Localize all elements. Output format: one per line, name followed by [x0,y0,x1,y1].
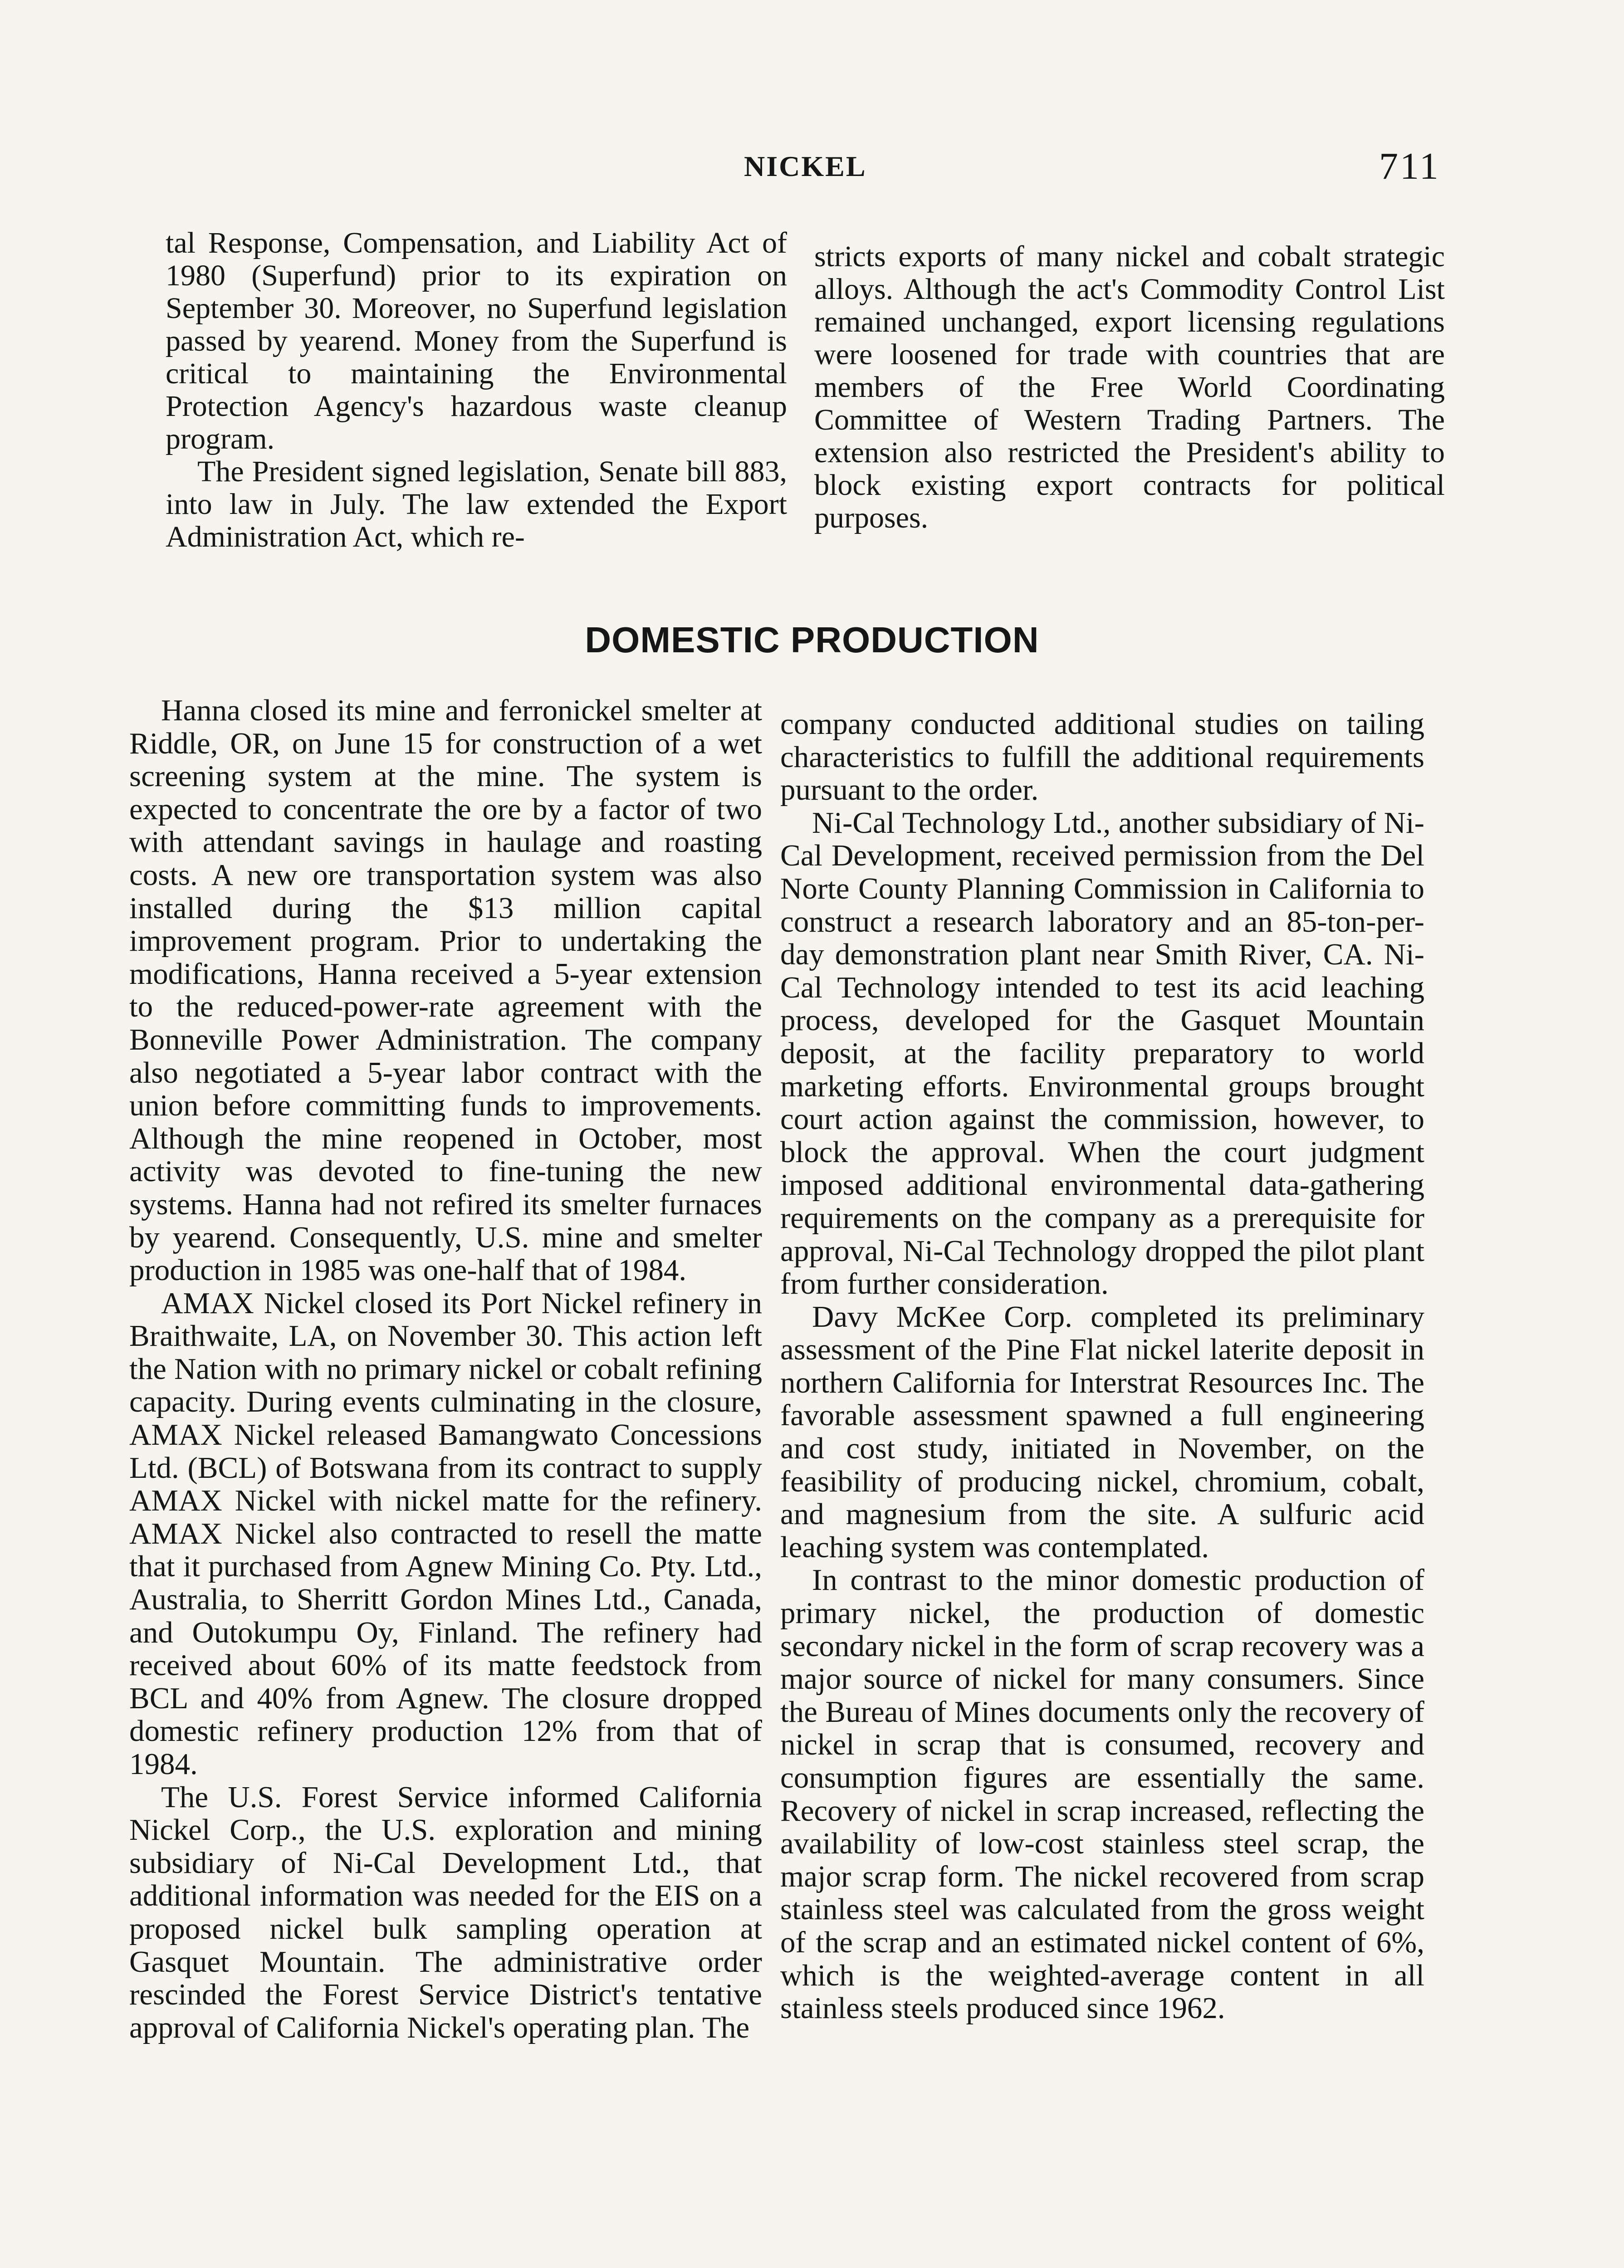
page-number: 711 [1379,145,1440,187]
paragraph: stricts exports of many nickel and cobalt strategic alloys. Although the act's Commodity Control List remained unchanged, export licensing regulations were loosened for trade with countries that are members of the Free World Coordinating Committee of Western Trading Partners. The extension also restricted the President's ability to block existing export contracts for political purposes. [814,240,1445,534]
paragraph: The President signed legislation, Senate bill 883, into law in July. The law extended the Export Administration Act, which re- [166,455,787,553]
paragraph: company conducted additional studies on tailing characteristics to fulfill the additional requirements pursuant to the order. [780,707,1424,807]
section-left-column [129,694,762,2044]
paragraph: Davy McKee Corp. completed its preliminary assessment of the Pine Flat nickel laterite deposit in northern California for Interstrat Resources Inc. The favorable assessment spawned a full engineering and cost study, initiated in November, on the feasibility of producing nickel, chromium, cobalt, and magnesium from the site. A sulfuric acid leaching system was contemplated. [780,1300,1424,1564]
paragraph: tal Response, Compensation, and Liability Act of 1980 (Superfund) prior to its expiration on September 30. Moreover, no Superfund legislation passed by yearend. Money from the Superfund is critical to maintaining the Environmental Protection Agency's hazardous waste cleanup program. [166,226,787,455]
paragraph: The U.S. Forest Service informed California Nickel Corp., the U.S. exploration and mining subsidiary of Ni-Cal Development Ltd., that additional information was needed for the EIS on a proposed nickel bulk sampling operation at Gasquet Mountain. The administrative order rescinded the Forest Service District's tentative approval of California Nickel's operating plan. The [129,1780,762,2044]
running-title: NICKEL [744,150,867,182]
paragraph: AMAX Nickel closed its Port Nickel refinery in Braithwaite, LA, on November 30. This action left the Nation with no primary nickel or cobalt refining capacity. During events culminating in the closure, AMAX Nickel released Bamangwato Concessions Ltd. (BCL) of Botswana from its contract to supply AMAX Nickel with nickel matte for the refinery. AMAX Nickel also contracted to resell the matte that it purchased from Agnew Mining Co. Pty. Ltd., Australia, to Sherritt Gordon Mines Ltd., Canada, and Outokumpu Oy, Finland. The refinery had received about 60% of its matte feedstock from BCL and 40% from Agnew. The closure dropped domestic refinery production 12% from that of 1984. [129,1286,762,1781]
section-right-column [780,708,1424,2025]
paragraph: Ni-Cal Technology Ltd., another subsidiary of Ni-Cal Development, received permission from the Del Norte County Planning Commission in California to construct a research laboratory and an 85-ton-per-day demonstration plant near Smith River, CA. Ni-Cal Technology intended to test its acid leaching process, developed for the Gasquet Mountain deposit, at the facility preparatory to world marketing efforts. Environmental groups brought court action against the commission, however, to block the approval. When the court judgment imposed additional environmental data-gathering requirements on the company as a prerequisite for approval, Ni-Cal Technology dropped the pilot plant from further consideration. [780,806,1424,1301]
paragraph: Hanna closed its mine and ferronickel smelter at Riddle, OR, on June 15 for construction of a wet screening system at the mine. The system is expected to concentrate the ore by a factor of two with attendant savings in haulage and roasting costs. A new ore transportation system was also installed during the $13 million capital improvement program. Prior to undertaking the modifications, Hanna received a 5-year extension to the reduced-power-rate agreement with the Bonneville Power Administration. The company also negotiated a 5-year labor contract with the union before committing funds to improvements. Although the mine reopened in October, most activity was devoted to fine-tuning the new systems. Hanna had not refired its smelter furnaces by yearend. Consequently, U.S. mine and smelter production in 1985 was one-half that of 1984. [129,694,762,1287]
top-left-column [166,227,787,553]
paragraph: In contrast to the minor domestic production of primary nickel, the production of domestic secondary nickel in the form of scrap recovery was a major source of nickel for many consumers. Since the Bureau of Mines documents only the recovery of nickel in scrap that is consumed, recovery and consumption figures are essentially the same. Recovery of nickel in scrap increased, reflecting the availability of low-cost stainless steel scrap, the major scrap form. The nickel recovered from scrap stainless steel was calculated from the gross weight of the scrap and an estimated nickel content of 6%, which is the weighted-average content in all stainless steels produced since 1962. [780,1563,1424,2025]
section-heading: DOMESTIC PRODUCTION [585,620,1039,660]
top-right-column [814,240,1445,534]
